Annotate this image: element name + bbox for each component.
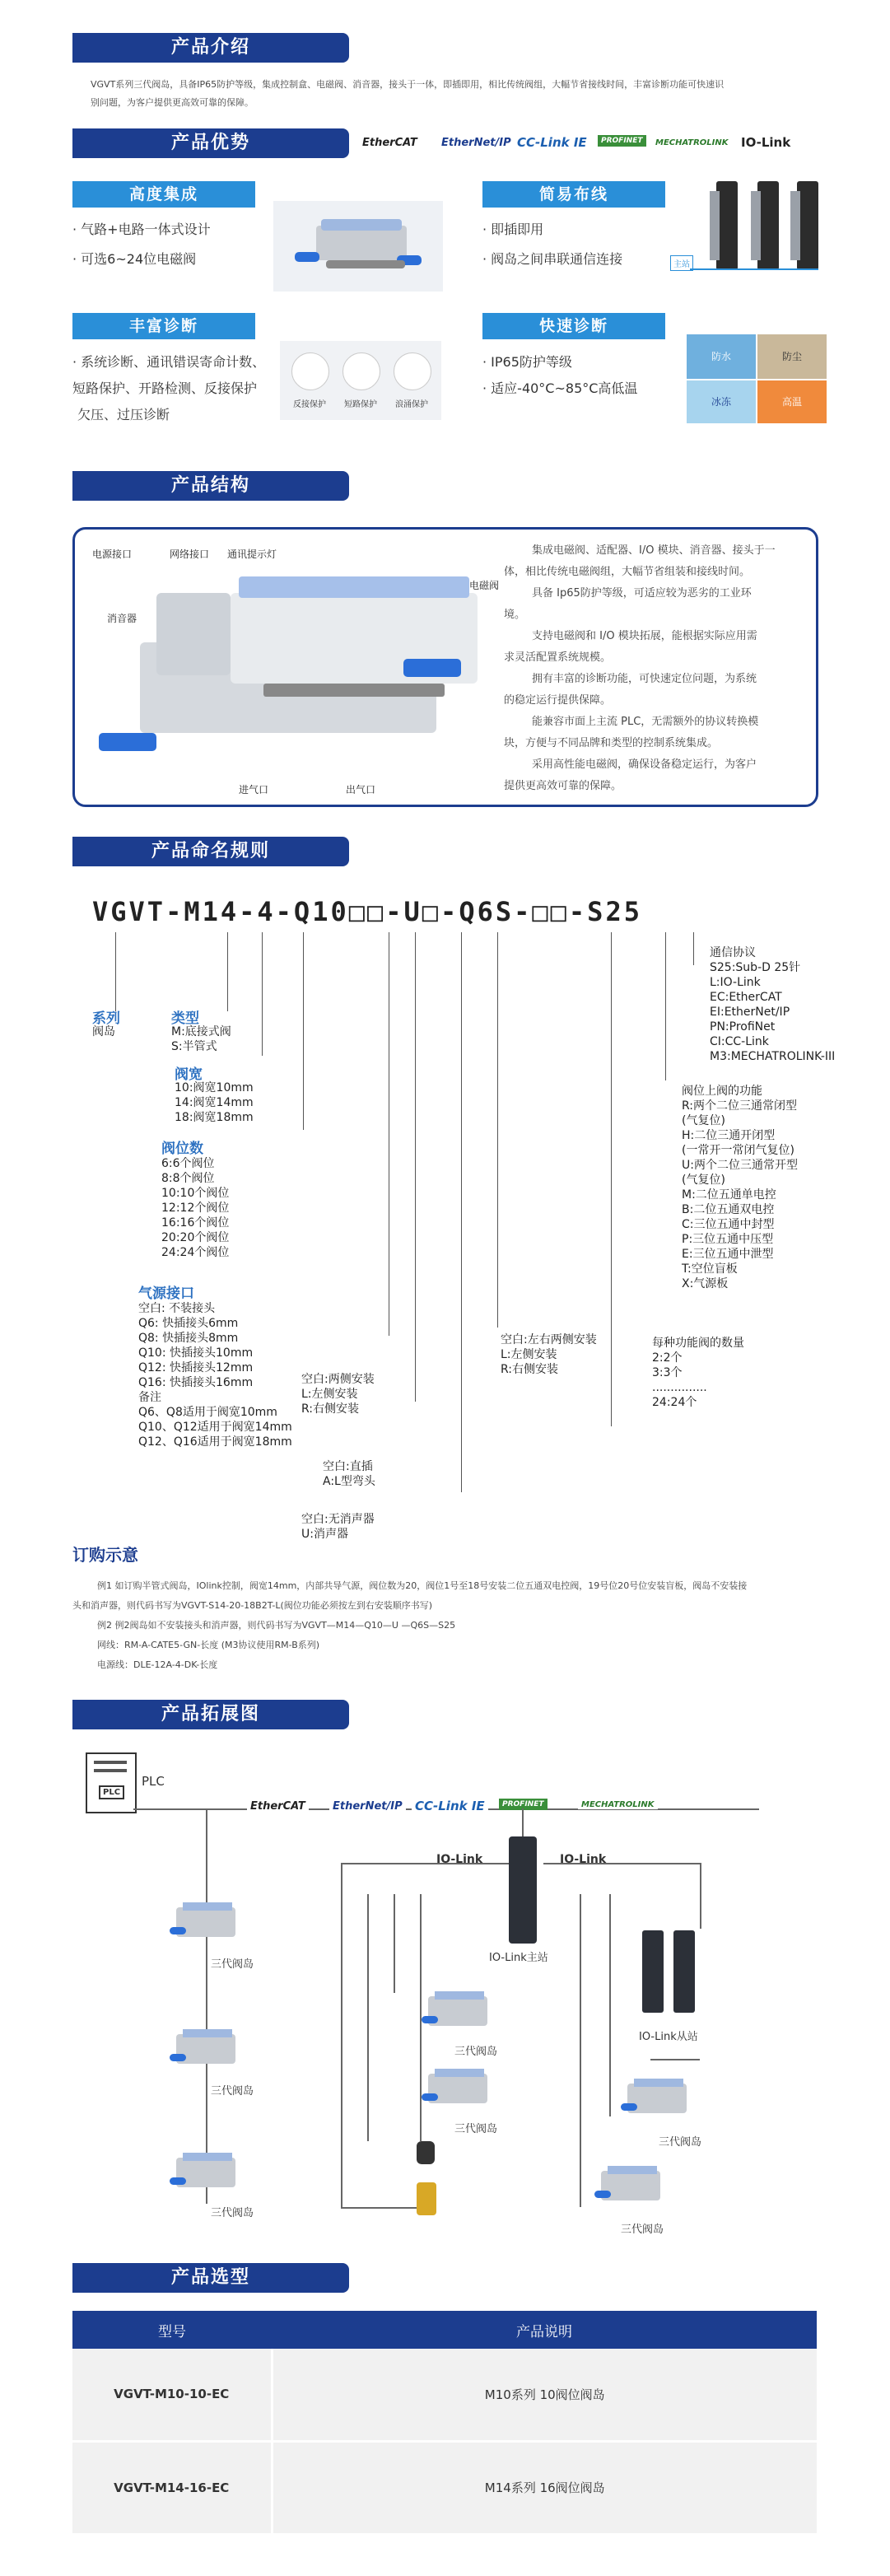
ethernetip-logo-2: EtherNet/IP [329, 1800, 406, 1813]
structure-description [504, 540, 807, 797]
sensor-device [417, 2141, 435, 2164]
structure-image [91, 544, 510, 799]
selection-header-row [72, 2311, 817, 2349]
surge-protect-icon [394, 352, 431, 390]
intro-line-2: 别问题，为客户提供更高效可靠的保障。 [91, 97, 254, 108]
qty-values: 每种功能阀的数量 2:2个 3:3个 ............... 24:24个 [652, 1337, 744, 1409]
feature-item: 欠压、过压诊断 [77, 407, 170, 422]
feature-wiring-title: 简易布线 [482, 181, 665, 208]
structure-line: 块，方便与不同品牌和类型的控制系统集成。 [504, 737, 719, 749]
callout-muffler: 消音器 [107, 613, 137, 624]
profinet-logo-2: PROFINET [499, 1799, 548, 1810]
callout-air-inlet: 进气口 [239, 784, 269, 796]
ethercat-logo: EtherCAT [362, 137, 417, 149]
col-desc-header: 产品说明 [516, 2323, 572, 2340]
actuator-device [417, 2182, 436, 2215]
iolink-slave-device-2 [673, 1930, 695, 2013]
intro-title: 产品介绍 [72, 33, 349, 63]
callout-air-outlet: 出气口 [346, 784, 376, 796]
feature-item: 短路保护、开路检测、反接保护 [72, 380, 258, 396]
island-label-1: 三代阀岛 [211, 1958, 254, 1971]
feature-diagnostics-list [72, 349, 265, 428]
structure-line: 求灵活配置系统规模。 [504, 651, 612, 664]
expansion-title: 产品拓展图 [72, 1700, 349, 1729]
feature-item: · 阀岛之间串联通信连接 [482, 251, 623, 267]
callout-comm-led: 通讯提示灯 [227, 548, 277, 560]
function-values: 阀位上阀的功能 R:两个二位三通常闭型 (气复位) H:二位三通开闭型 (一常开一常闭气复位) U:两个二位三通常开型 (气复位) M:二位五通单电控 B:二位五通双电控 C:三位五通中封型 P:三位五通中压型 E:三位五通中泄型 T:空位盲板 X:气源板 [682, 1085, 798, 1290]
intro-text [91, 76, 815, 112]
profinet-logo: PROFINET [598, 135, 646, 147]
iolink-slave-device-1 [642, 1930, 664, 2013]
mount-values: 空白:左右两侧安装 L:左侧安装 R:右侧安装 [501, 1333, 597, 1376]
protocol-values: 通信协议 S25:Sub-D 25针 L:IO-Link EC:EtherCAT EI:EtherNet/IP PN:ProfiNet CI:CC-Link M3:MECHATROLINK-III [710, 946, 836, 1063]
naming-title: 产品命名规则 [72, 837, 349, 866]
island-label-7: 三代阀岛 [621, 2224, 664, 2236]
head-values: 空白:直插 A:L型弯头 [323, 1460, 375, 1488]
island-label-2: 三代阀岛 [211, 2085, 254, 2098]
structure-line: 支持电磁阀和 I/O 模块拓展，能根据实际应用需 [532, 630, 757, 642]
icon-label: 反接保护 [293, 400, 326, 409]
structure-line: 能兼容市面上主流 PLC，无需额外的协议转换模 [532, 716, 759, 728]
callout-power-port: 电源接口 [92, 548, 133, 560]
valve-island-image [273, 201, 443, 292]
model-code: VGVT-M14-4-Q10□□-U□-Q6S-□□-S25 [92, 896, 642, 927]
intro-line-1: VGVT系列三代阀岛，具备IP65防护等级，集成控制盒、电磁阀、消音器，接头于一体，即插即用，相比传统阀组，大幅节省接线时间，丰富诊断功能可快速识 [91, 79, 725, 90]
advantages-title: 产品优势 [72, 128, 349, 158]
selection-table [72, 2311, 817, 2533]
cclink-logo: CC-Link IE [517, 135, 587, 150]
plc-label: PLC [142, 1774, 165, 1789]
feature-integration-list [72, 217, 211, 272]
dustproof-photo: 防尘 [757, 334, 827, 379]
feature-item: · 适应-40°C~85°C高低温 [482, 380, 638, 396]
iolink-logo: IO-Link [741, 135, 791, 150]
iolink-label-2: IO-Link [560, 1853, 607, 1866]
island-label-4: 三代阀岛 [454, 2046, 498, 2058]
port-head: 气源接口 [138, 1286, 194, 1302]
port-values: 空白: 不装接头 Q6: 快插接头6mm Q8: 快插接头8mm Q10: 快插接头10mm Q12: 快插接头12mm Q16: 快插接头16mm 备注 Q6、Q8适用于阀宽10mm Q10、Q12适用于阀宽14mm Q12、Q16适用于阀宽18mm [138, 1302, 292, 1449]
island-label-6: 三代阀岛 [659, 2136, 702, 2149]
heat-photo: 高温 [757, 380, 827, 423]
icon-label: 短路保护 [344, 400, 377, 409]
iolink-label-1: IO-Link [436, 1853, 483, 1866]
structure-line: 体，相比传统电磁阀组，大幅节省组装和接线时间。 [504, 566, 751, 578]
ethernetip-logo: EtherNet/IP [441, 137, 511, 149]
series-value: 阀岛 [92, 1025, 115, 1038]
structure-line: 具备 Ip65防护等级，可适应较为恶劣的工业环 [532, 587, 752, 600]
type-values: M:底接式阀 S:半管式 [171, 1025, 231, 1053]
mechatrolink-logo: MECHATROLINK [655, 138, 729, 147]
width-values: 10:阀宽10mm 14:阀宽14mm 18:阀宽18mm [175, 1081, 254, 1124]
structure-line: 采用高性能电磁阀，确保设备稳定运行，为客户 [532, 758, 757, 771]
protection-icons [280, 341, 441, 420]
order-text [72, 1576, 818, 1675]
order-line: 电源线：DLE-12A-4-DK-长度 [97, 1659, 218, 1670]
waterproof-photo: 防水 [687, 334, 756, 379]
series-wiring-image [669, 175, 825, 290]
row-model: VGVT-M10-10-EC [72, 2349, 272, 2441]
count-values: 6:6个阀位 8:8个阀位 10:10个阀位 12:12个阀位 16:16个阀位 20:20个阀位 24:24个阀位 [161, 1157, 230, 1259]
side-values: 空白:两侧安装 L:左侧安装 R:右侧安装 [301, 1373, 375, 1416]
structure-title: 产品结构 [72, 471, 349, 501]
table-row [72, 2349, 817, 2441]
reverse-protect-icon [291, 352, 329, 390]
environment-photos [687, 334, 827, 423]
master-tag: 主站 [670, 255, 693, 271]
structure-line: 的稳定运行提供保障。 [504, 694, 612, 707]
feature-item: · 可选6~24位电磁阀 [72, 251, 197, 267]
iolink-slave-label: IO-Link从站 [639, 2031, 698, 2043]
muffler-values: 空白:无消声器 U:消声器 [301, 1513, 375, 1541]
feature-item: · 即插即用 [482, 222, 544, 237]
col-model-header: 型号 [158, 2323, 186, 2340]
callout-network-port: 网络接口 [170, 548, 210, 560]
callout-solenoid: 电磁阀 [469, 580, 500, 591]
feature-integration-title: 高度集成 [72, 181, 255, 208]
selection-title: 产品选型 [72, 2263, 349, 2293]
order-line: 例1 如订购半管式阀岛，IOlink控制，阀宽14mm，内部共导气源，阀位数为20，阀位1号至18号安装二位五通双电控阀，19号位20号位安装盲板，阀岛不安装接 [97, 1580, 748, 1591]
feature-item: · IP65防护等级 [482, 354, 572, 370]
plc-icon: PLC [86, 1752, 137, 1813]
feature-item: · 气路+电路一体式设计 [72, 222, 211, 237]
count-head: 阀位数 [161, 1141, 203, 1157]
cclink-logo-2: CC-Link IE [412, 1799, 488, 1813]
order-title: 订购示意 [72, 1545, 138, 1565]
structure-line: 境。 [504, 609, 526, 621]
feature-fast-diagnostics-list [482, 349, 637, 402]
icon-label: 浪涌保护 [395, 400, 428, 409]
island-label-3: 三代阀岛 [211, 2207, 254, 2219]
feature-wiring-list [482, 217, 622, 272]
mechatrolink-logo-2: MECHATROLINK [578, 1800, 658, 1809]
table-row [72, 2441, 817, 2533]
series-head: 系列 [92, 1010, 120, 1027]
feature-item: · 系统诊断、通讯错误寄命计数、 [72, 354, 266, 370]
ethercat-logo-2: EtherCAT [247, 1800, 309, 1813]
row-desc: M14系列 16阀位阀岛 [484, 2480, 605, 2496]
row-desc: M10系列 10阀位阀岛 [484, 2387, 605, 2402]
order-line: 例2 例2阀岛如不安装接头和消声器，则代码书写为VGVT—M14—Q10—U —Q6S—S25 [97, 1620, 456, 1631]
type-head: 类型 [171, 1010, 199, 1027]
structure-line: 提供更高效可靠的保障。 [504, 780, 622, 792]
island-label-5: 三代阀岛 [454, 2123, 498, 2135]
order-line: 网线：RM-A-CATE5-GN-长度 (M3协议使用RM-B系列) [97, 1640, 320, 1650]
feature-diagnostics-title: 丰富诊断 [72, 313, 255, 339]
order-line: 头和消声器，则代码书写为VGVT-S14-20-18B2T-L(阀位功能必须按左到右安装顺序书写) [72, 1600, 433, 1611]
short-protect-icon [342, 352, 380, 390]
iolink-master-device [509, 1836, 537, 1944]
width-head: 阀宽 [175, 1066, 203, 1083]
freeze-photo: 冰冻 [687, 380, 756, 423]
row-model: VGVT-M14-16-EC [72, 2441, 272, 2533]
iolink-master-label: IO-Link主站 [489, 1952, 548, 1964]
feature-fast-diagnostics-title: 快速诊断 [482, 313, 665, 339]
structure-line: 集成电磁阀、适配器、I/O 模块、消音器、接头于一 [532, 544, 776, 557]
structure-line: 拥有丰富的诊断功能，可快速定位问题，为系统 [532, 673, 757, 685]
